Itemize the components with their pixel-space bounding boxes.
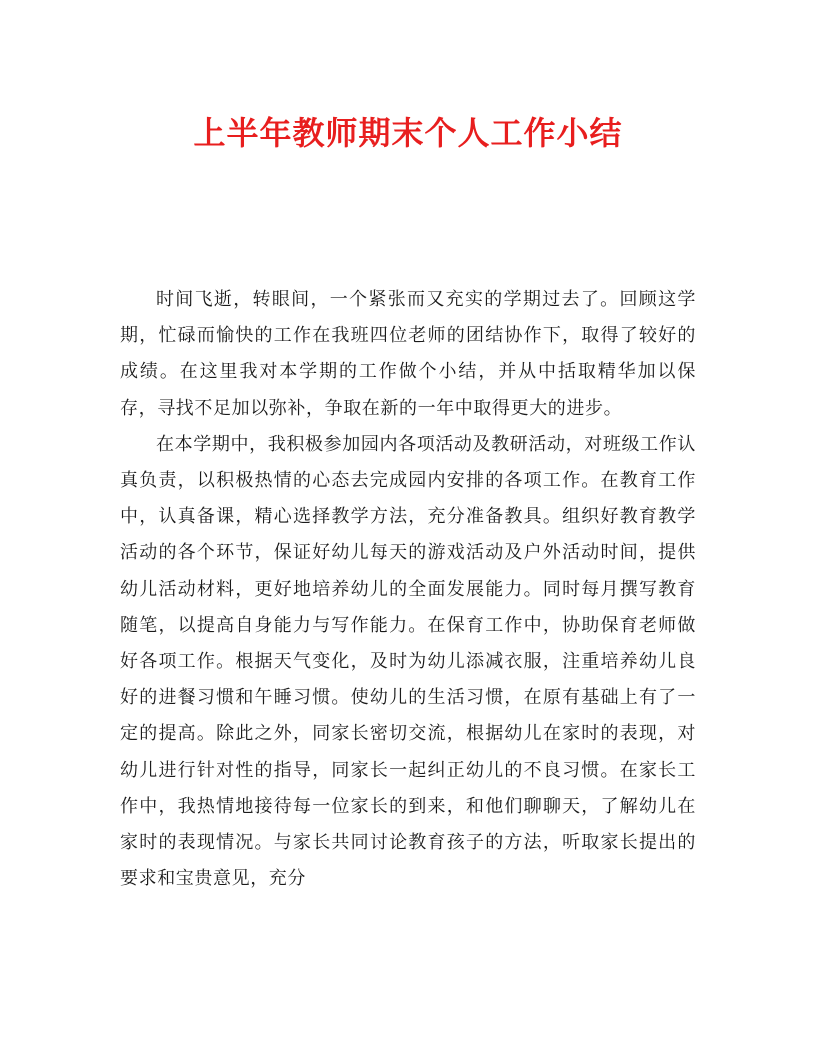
document-title: 上半年教师期末个人工作小结 bbox=[193, 114, 623, 152]
paragraph-1: 时间飞逝，转眼间，一个紧张而又充实的学期过去了。回顾这学期，忙碌而愉快的工作在我班四位老师的团结协作下，取得了较好的成绩。在这里我对本学期的工作做个小结，并从中括取精华加以保存，寻找不足加以弥补，争取在新的一年中取得更大的进步。 bbox=[120, 289, 696, 419]
document-body bbox=[120, 282, 696, 897]
paragraph-2: 在本学期中，我积极参加园内各项活动及教研活动，对班级工作认真负责，以积极热情的心态去完成园内安排的各项工作。在教育工作中，认真备课，精心选择教学方法，充分准备教具。组织好教育教学活动的各个环节，保证好幼儿每天的游戏活动及户外活动时间，提供幼儿活动材料，更好地培养幼儿的全面发展能力。同时每月撰写教育随笔，以提高自身能力与写作能力。在保育工作中，协助保育老师做好各项工作。根据天气变化，及时为幼儿添减衣服，注重培养幼儿良好的进餐习惯和午睡习惯。使幼儿的生活习惯，在原有基础上有了一定的提高。除此之外，同家长密切交流，根据幼儿在家时的表现，对幼儿进行针对性的指导，同家长一起纠正幼儿的不良习惯。在家长工作中，我热情地接待每一位家长的到来，和他们聊聊天，了解幼儿在家时的表现情况。与家长共同讨论教育孩子的方法，听取家长提出的要求和宝贵意见，充分 bbox=[120, 433, 696, 890]
